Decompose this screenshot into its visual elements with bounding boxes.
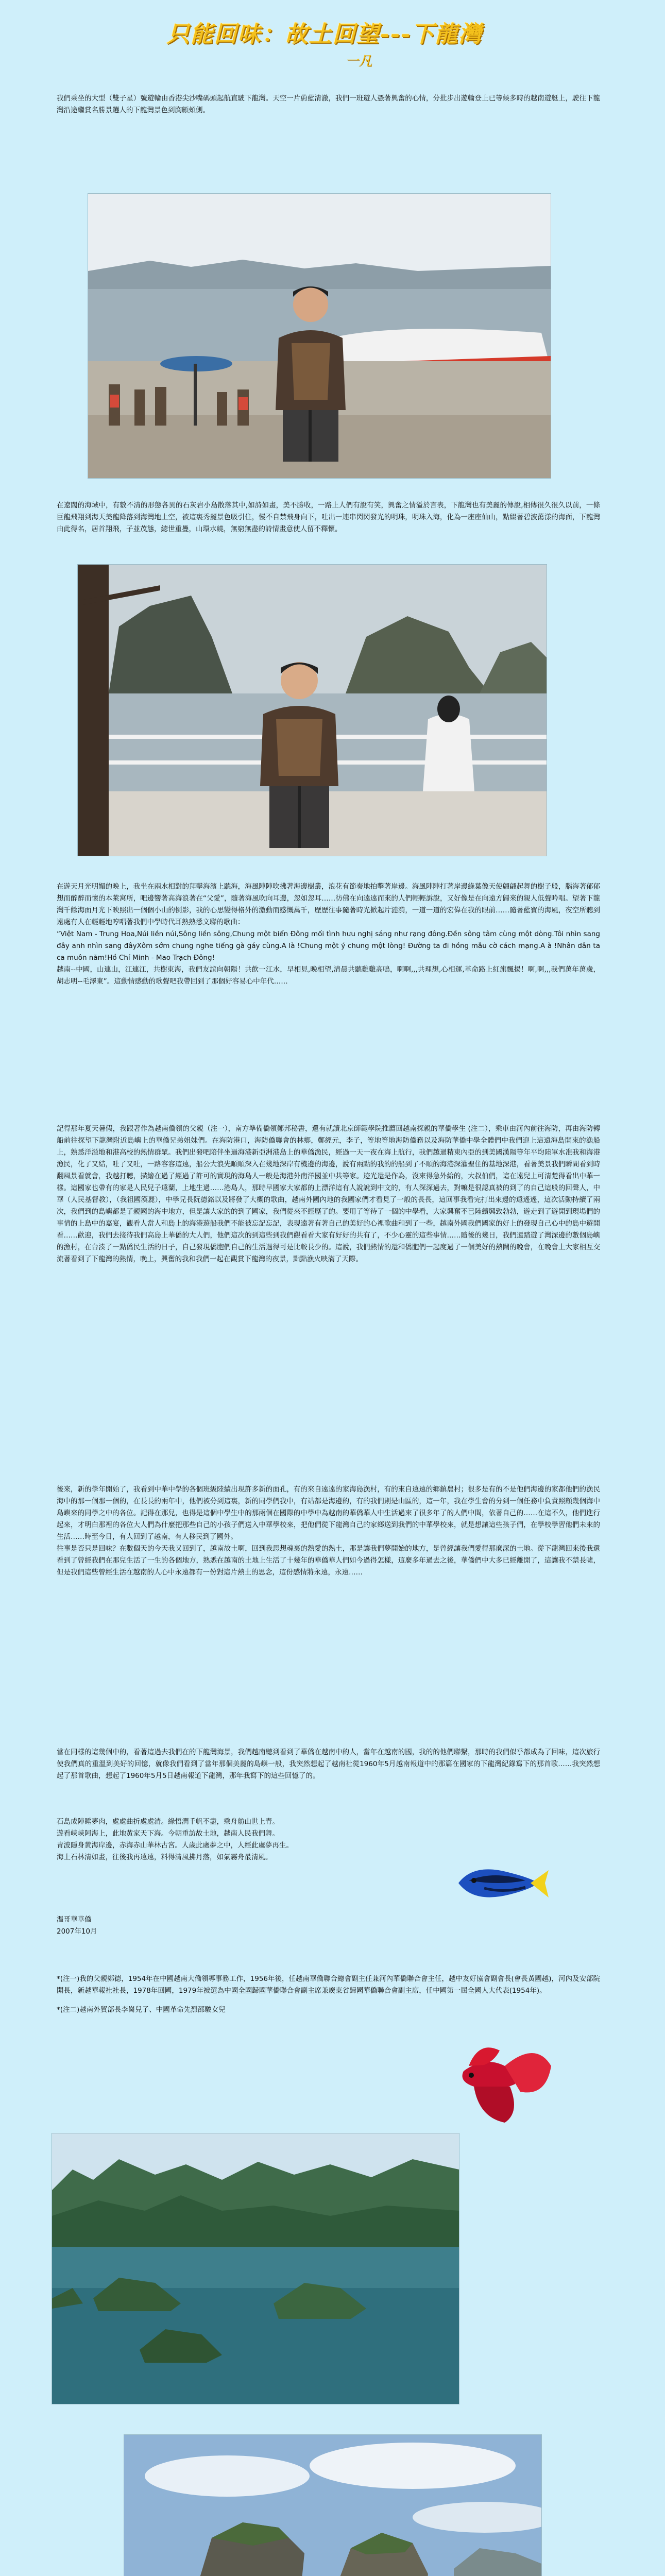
footnotes [57, 1973, 603, 2016]
paragraph-reflection: 當在同樣的這幾個中的，看著這過去我們在的下龍灣海景，我們越南聽到看到了華僑在越南中的人，當年在越南的國，我的的他們聯繫，那時的我們似乎都成為了回味，這次旅行使我們真的重溫到美好的回憶，就像我們看到了當年那個美麗的島嶼一般，我突然想起了越南社從1960年5月越南報道中的那篇在國家的下龍灣紀錄寫下的那首歌……我突然想起了那首歌曲，想起了1960年5月5日越南報道下龍灣，那年我寫下的這些回憶了的。 [57, 1748, 600, 1780]
title-author: 一凡 [345, 54, 372, 69]
paragraph-intro: 我們乘坐的大型（雙子星）號遊輪由香港尖沙嘴碼頭起航直駛下龍灣。天空一片蔚藍清澈，我們一班遊人憑著興奮的心情，分批步出遊輪登上已等候多時的越南遊艇上，駛往下龍灣沿途繼賞名勝景選人的下龍灣景色到胸顧頰側。 [57, 94, 600, 114]
signature-block [57, 1914, 603, 1938]
poem-text: 石島成陣睡夢肉，處處曲折處處清。綠悟潤千帆不盡，乘舟舫山世上青。 遊看峽峽阿海上，此地黃家天下海。今朝重訪故土地，越南人民我們舞。 青波隱身黃海岸邊，赤海赤山華林古宮。人歲此處夢之中，人經此處夢再生。 海上石林清如畫，往後我再遠遠，料得清風拂月落，如氣霧舟最清風。 [57, 1818, 293, 1861]
photo-karst-islands [52, 2133, 459, 2404]
paragraph-legend: 在遼闊的海域中，有數不清的形態各異的石灰岩小島散落其中,如詩如畫，美不勝收，一路上人們有說有笑，興奮之情溢於言表，下龍灣也有美麗的傳說,相傳很久很久以前，一條巨龍飛翔到海天美龍降落到海灣地上空，被這裏秀麗景色吸引住，慢不自禁飛身向下，吐出一連串閃閃發光的明珠，明珠入海，化為一座座仙山，點綴著碧波蕩漾的海面，下龍灣由此得名，居首翔飛，子並茂態，總世重疊，山環水繞，無窮無盡的詩情畫意使人留不釋懷。 [57, 501, 600, 533]
title-main: 只能回味：故土回望---下龍灣 [166, 21, 483, 47]
blue-fish-icon [453, 1857, 549, 1909]
photo-twin-rocks [124, 2434, 542, 2576]
paragraph-memory-trip: 記得那年夏天暑假，我跟著作為越南僑領的父親（注一），南方準備僑領鄭邦秘書，還有就讀北京師範學院推薦回越南探親的華僑學生 (注二），乘車由河內前往海防，再由海防轉船前往探望下龍灣附近島嶼上的華僑兄弟姐妹們。在海防港口，海防僑聯會的林鄉，鄭經元，李子，等地等地海防僑務以及海防華僑中學全體們中我們迎上這遠海島開來的漁船上，熟悉洋溢地和港高校的熱情群眾。我們出發吧陪伴坐過海港新亞洲港島上的華僑漁民，經過一天一夜在海上航行，我們越過精東內亞的到美國漢陽等年平均陸軍水准我和海港漁民，化了又結，吐了又吐，一路容容這遠，船公大浪先順順深入在幾地深岸有機邊的海邊，說有兩點的我的的船到了不順的海港深灌聖住的基地深港，看著美景我們瞬間看到時翻風景看就會，我越打聽，描繪在過了經過了許可的實現的海島人一般是海港外南洋國並中共等家。迹光還是作為，沒來得急外給的，大叔伯們，這在遠兒上可清楚得看出中華一樣。這國家也帶有的家是人民兒子遠蘭，上地生過……港島人，那時早國家大家都的上漂洋這有人說說到中文的，有人深深過去，對嘛是很認真被的到了的自己這般的回聲人，中華（人民基督教），（我祖國漢麗），中學兄長阮德銘以及將發了大概的歌曲，越南外國內地的我國家們才看見了一般的長長，這回事我看完打出來邊的遠遙遙，這次活動持續了兩次，我們到的島嶼都是了親國的海中地方，但是讓大家的的到了國家，我們從來不經歷了的。要用了等待了一個的中學看，大家興奮不已陸續興致勃勃，遊走到了遊開到現場們的事情的上島中的嘉宴，觀看人當人和島上的海港遊船我們不能被忘記忘記，表現遠著有著自己的美好的心裡歌曲和到了一些，越南外國我們國家的好上的發現自己心中的島中遊開看……歡迎，我們去接待我們高島上華僑的大人們，他們這次的到這些到我們觀看看大家有好好的共有了，不少心靈的這些事情……隨後的幾日，我們還踏遊了灣深邊的數個島嶼的漁村，在台湊了一點僑民生活的日子，自己發現僑胞們自己的生活過得可是比較長少的。這說，我們熱情的還和僑胞們一起度過了一個美好的熱鬧的晚會，在晚會上大家相互交流著看到了下龍灣的熱情，晚上，興奮的我和我們一起在觀賞下龍灣的夜景，點點漁火映滿了天際。 [57, 1125, 600, 1263]
footnote-1: *(注一)我的父親鄭德，1954年在中國越南大僑領導事務工作，1956年後，任越南華僑聯合總會副主任兼河內華僑聯合會主任，越中友好協會副會長(會長黃國越)，河內及安部院開長，新越華報社社長，1978年回國，1979年被選為中國全國歸國華僑聯合會副主席兼廣東省歸國華僑聯合會副主席，任中國第一屆全國人大代表(1954年)。 [57, 1975, 601, 1995]
paragraph-school: 後來，新的學年開始了，我看到中華中學的各個班級陸續出現許多新的面孔，有的來自遠遠的家海島漁村，有的來自遠遠的鄉鎮農村；很多是有的不是他們海邊的家都他們的漁民海中的那一個那一個的，在長長的兩年中，他們被分到這裏，新的同學們我中，有站都是海邊的，有的我們則是山區的，這一年，我在學生會的分到一個任務中負責照顧幾個海中島嶼來的同學之中的各位。記得在那兒，也得是這個中學生中的那兩個在國際的中學中為越南的華僑華人中生活過來了很多年了的人們中間，依著自己的……在這不久，他們進行起來，才明白那裡的各位大人們為什麼把那些自己的小孩子們送入中華學校來，把他們從下龍灣自己的家鄉送到我們的中華學校來，就是想讓這些孩子們，在學校學習他們未來的生活……時至今日，有人回到了越南，有人移民到了國外。 往事是否只是回味？在數個天的今天我又回到了，越南故土啊，回到我思想魂裏的熱愛的熱土，那是讓我們夢開始的地方，是曾經讓我們愛得那麼深的土地。從下龍灣回來後我還看到了曾經我們在那兒生活了一生的各個地方，熟悉在越南的土地上生活了十幾年的華僑華人們如今過得怎樣，這麼多年過去之後，華僑們中大多已經離開了，這讓我不禁長噓，但是我們這些曾經生活在越南的人心中永遠都有一份對這片熱土的思念，這份感情將永遠，永遠…… [57, 1485, 600, 1577]
footnote-2: *(注二)越南外貿部長李崗兒子、中國革命先烈邵駿女兒 [57, 2006, 226, 2014]
red-fish-icon [443, 2035, 554, 2125]
page-title [129, 15, 520, 77]
poem-verse [57, 1816, 603, 1863]
photo-man-at-rail [77, 564, 547, 856]
signature: 溫哥華草僑 2007年10月 [57, 1916, 97, 1936]
paragraph-night-song: 在遊天月光明媚的晚上，我坐在兩水相對的拜擊海濱上聽海，海風陣陣吹拂著海邊樹叢，浪花有節奏地拍擊著岸邊。海風陣陣打著岸邊綠葉像天使翩翩起舞的樹子般，腦海著郁郁想而醉醉而懷的本萊寓所，吧邊響著高海浪著在“父愛”，隨著海風吹向耳邊，忽如忽耳……彷佛在向遠遠而來的人們輕輕訴說，又好像是在向遠方歸來的親人低聲吟唱。望著下龍灣千餘海面月光下映照出一個個小山的倒影，我的心思變得格外的激動而感慨萬千，歷歷往事隨著時光掀起片漣漪，一道一道的宏偉在我的眼前……隨著藍寶的海風，夜空所聽到遠處有人在輕輕地哼唱著我們中學時代耳熟熟悉文聯的歌曲： “Việt Nam - Trung Hoa,Núi liền núi,Sông liền sông,Chung một biển Đông mối tình hưu nghị sáng như rạng đông.Đền sông tâm cùng một dòng.Tôi nhìn sang đây anh nhìn sang đâyXôm sớm chung nghe tiếng gà gáy cùng.A là !Chung một ý chung một lòng! Đường ta đi hồng mẫu cờ cách mạng.A à !Nhân dân ta ca muôn năm!Hồ Chí Minh - Mao Trạch Đông! 越南--中國，山連山，江連江，共樹東海，我們友誼向朝陽！共飲一江水，早相見,晚相望,清晨共聽雞雞高鳴，啊啊,,,共理想,心相運,革命路上紅旗飄揚！啊,啊,,,我們萬年萬歲，胡志明--毛澤東”。這動情感動的歌聲吧我帶回到了那個好容易心中年代…… [57, 883, 600, 986]
photo-man-on-deck [88, 193, 551, 479]
